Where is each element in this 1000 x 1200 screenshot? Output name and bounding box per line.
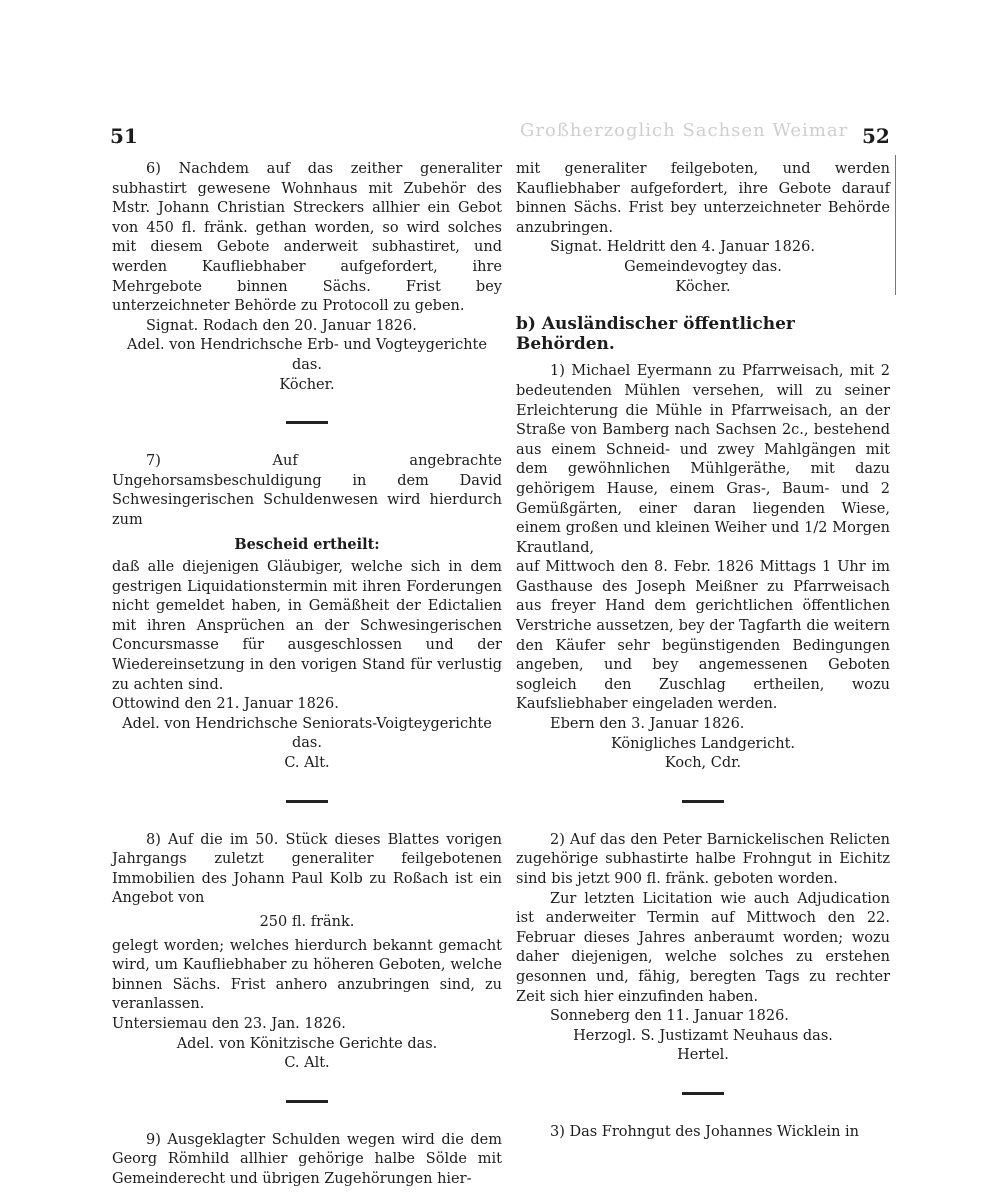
notice-8-signer: C. Alt. xyxy=(284,1055,330,1072)
continuation-text: mit generaliter feilgeboten, und werden Kaufliebhaber aufgefordert, ihre Gebote darauf binnen Sächs. Frist bey unterzeichneter Behörde anzubringen. xyxy=(516,161,890,236)
notice-7-signer: C. Alt. xyxy=(284,755,330,772)
continuation-date: Signat. Heldritt den 4. Januar 1826. xyxy=(550,239,815,256)
notice-7-body: daß alle diejenigen Gläubiger, welche sich in dem gestrigen Liquidationstermin mit ihren Forderungen nicht gemeldet haben, in Gemäßheit der Edictalien mit ihren Ansprüchen an der Schwesingerischen Concursmasse für ausgeschlossen und der Wiedereinsetzung in den vorigen Stand für verlustig zu achten sind. xyxy=(112,559,502,693)
notice-7-heading: Bescheid ertheilt: xyxy=(234,535,380,553)
notice-b2-authority: Herzogl. S. Justizamt Neuhaus das. xyxy=(573,1027,833,1044)
separator-rule xyxy=(682,800,724,803)
notice-b3-text: 3) Das Frohngut des Johannes Wicklein in xyxy=(550,1123,859,1140)
notice-7-authority: Adel. von Hendrichsche Seniorats-Voigteygerichte das. xyxy=(122,715,492,752)
continuation-signer: Köcher. xyxy=(675,278,731,295)
notice-b2-body: Zur letzten Licitation wie auch Adjudication ist anderweiter Termin auf Mittwoch den 22. Februar dieses Jahres anberaumt worden; wozu daher diejenigen, welche solches zu erstehen gesonnen und, fähig, beregten Tags zu rechter Zeit sich hier einzufinden haben. xyxy=(516,890,890,1005)
notice-8-date: Untersiemau den 23. Jan. 1826. xyxy=(112,1015,346,1032)
notice-9-text: 9) Ausgeklagter Schulden wegen wird die dem Georg Römhild allhier gehörige halbe Sölde mit Gemeinderecht und übrigen Zugehörungen hier- xyxy=(112,1131,502,1187)
separator-rule xyxy=(286,800,328,803)
notice-b1-text: 1) Michael Eyermann zu Pfarrweisach, mit 2 bedeutenden Mühlen versehen, will zu seiner Erleichterung die Mühle in Pfarrweisach, an der Straße von Bamberg nach Sachsen 2c., bestehend aus einem Schneid- und zwey Mahlgängen mit dem gewöhnlichen Mühlgeräthe, mit dazu gehörigem Hause, einem Gras-, Baum- und 2 Gemüßgärten, einer daran liegenden Wiese, einem großen und kleinen Weiher und 1/2 Morgen Krautland, xyxy=(516,363,890,556)
notice-b1-body: auf Mittwoch den 8. Febr. 1826 Mittags 1 Uhr im Gasthause des Joseph Meißner zu Pfarrweisach aus freyer Hand dem gerichtlichen öffentlichen Verstriche aussetzen, bey der Tagfarth die weitern den Käufer sehr begünstigenden Bedingungen angeben, und bey angemessenen Geboten sogleich den Zuschlag ertheilen, wozu Kaufsliebhaber eingeladen werden. xyxy=(516,559,890,713)
notice-b1-signer: Koch, Cdr. xyxy=(664,755,742,772)
separator-rule xyxy=(682,1092,724,1095)
page-number-right: 52 xyxy=(862,124,890,148)
notice-b2-date: Sonneberg den 11. Januar 1826. xyxy=(550,1008,789,1025)
notice-8-text: 8) Auf die im 50. Stück dieses Blattes vorigen Jahrgangs zuletzt generaliter feilgebotenen Immobilien des Johann Paul Kolb zu Roßach ist ein Angebot von xyxy=(112,831,502,907)
separator-rule xyxy=(286,1100,328,1103)
notice-b2-signer: Hertel. xyxy=(677,1047,729,1064)
notice-8-authority: Adel. von Könitzische Gerichte das. xyxy=(176,1035,438,1052)
notice-7-text: 7) Auf angebrachte Ungehorsamsbeschuldigung in dem David Schwesingerischen Schuldenwesen wird hierdurch zum xyxy=(112,453,502,528)
notice-b1-date: Ebern den 3. Januar 1826. xyxy=(550,716,745,733)
notice-8-body: gelegt worden; welches hierdurch bekannt gemacht wird, um Kaufliebhaber zu höheren Geboten, welche binnen Sächs. Frist anhero anzubringen sind, zu veranlassen. xyxy=(112,937,502,1013)
right-column xyxy=(516,160,890,1143)
notice-b1-authority: Königliches Landgericht. xyxy=(610,735,796,752)
notice-8-amount: 250 fl. fränk. xyxy=(259,914,355,930)
notice-7-date: Ottowind den 21. Januar 1826. xyxy=(112,696,339,713)
page-number-left: 51 xyxy=(110,124,138,148)
notice-6-authority: Adel. von Hendrichsche Erb- und Vogteygerichte das. xyxy=(127,337,487,373)
notice-6-signer: Köcher. xyxy=(279,376,335,393)
continuation-authority: Gemeindevogtey das. xyxy=(624,258,782,275)
column-edge-line xyxy=(895,155,896,295)
notice-b2-text: 2) Auf das den Peter Barnickelischen Relicten zugehörige subhastirte halbe Frohngut in Eichitz sind bis jetzt 900 fl. fränk. geboten worden. xyxy=(516,831,890,887)
section-heading: b) Ausländischer öffentlicher Behörden. xyxy=(516,314,795,354)
notice-6-text: 6) Nachdem auf das zeither generaliter subhastirt gewesene Wohnhaus mit Zubehör des Mstr. Johann Christian Streckers allhier ein Gebot von 450 fl. fränk. gethan worden, so wird solches mit diesem Gebote anderweit subhastiret, und werden Kaufliebhaber aufgefordert, ihre Mehrgebote binnen Sächs. Frist bey unterzeichneter Behörde zu Protocoll zu geben. xyxy=(112,161,502,315)
left-column xyxy=(112,160,502,1190)
notice-6-date: Signat. Rodach den 20. Januar 1826. xyxy=(146,317,417,334)
separator-rule xyxy=(286,421,328,424)
faded-header: Großherzoglich Sachsen Weimar xyxy=(520,120,849,141)
